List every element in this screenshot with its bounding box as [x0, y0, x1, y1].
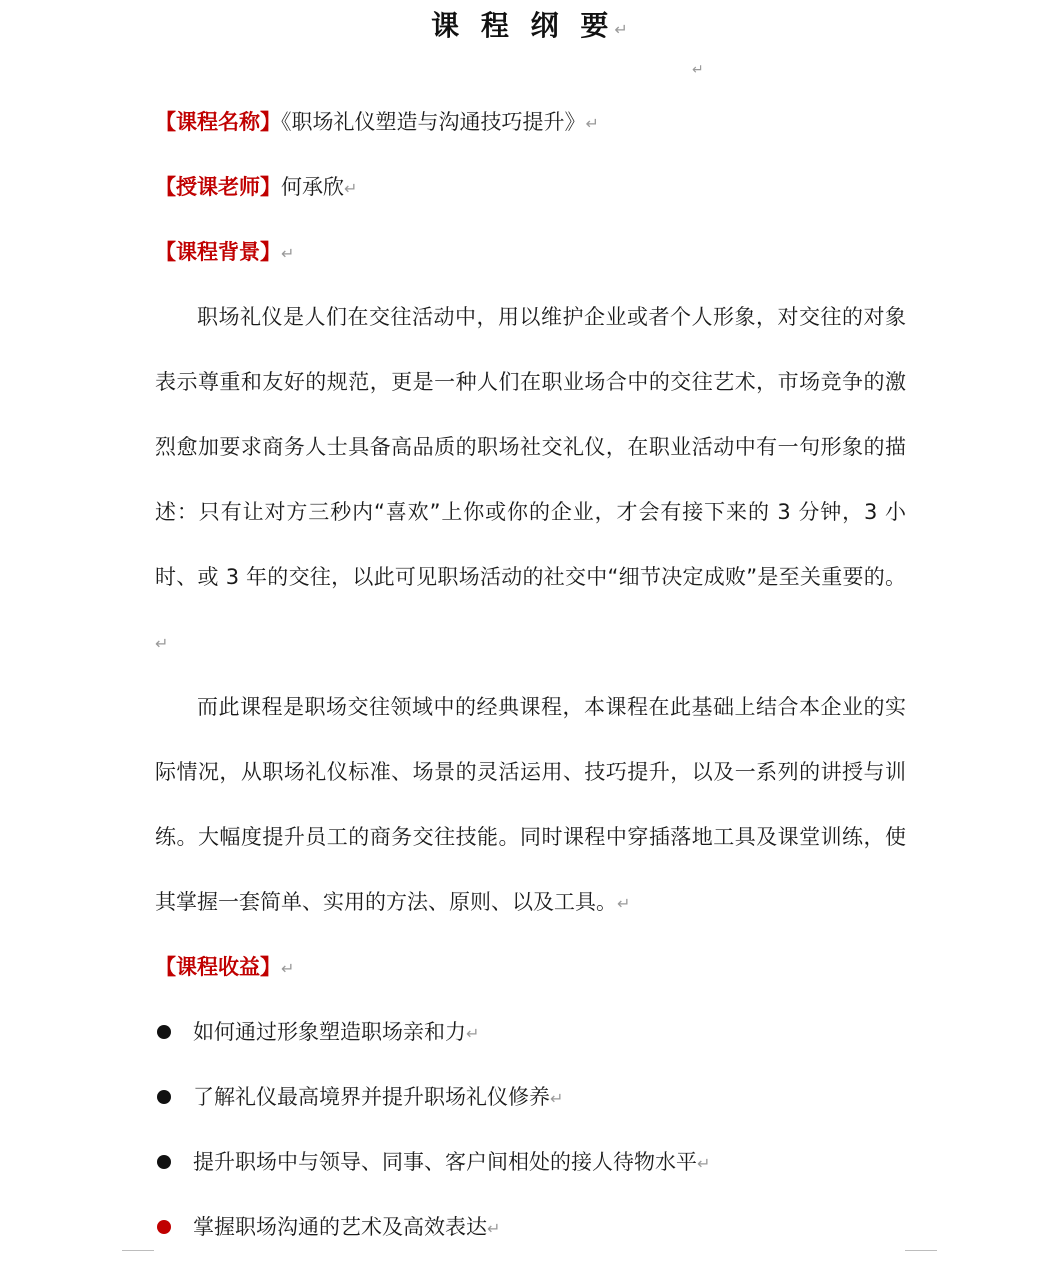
paragraph-mark: ↵: [614, 20, 628, 39]
course-name-value: 《职场礼仪塑造与沟通技巧提升》: [281, 110, 586, 134]
paragraph-mark: ↵: [466, 1024, 480, 1043]
document-title: [0, 6, 1059, 50]
paragraph-mark: ↵: [281, 244, 295, 263]
title-text: 课 程 纲 要: [431, 9, 615, 42]
paragraph-mark: ↵: [487, 1219, 501, 1238]
paragraph-mark: ↵: [697, 1154, 711, 1173]
page-corner-mark-right: [905, 1250, 937, 1251]
background-paragraph-1: [155, 285, 906, 676]
teacher-label: 【授课老师】: [155, 175, 281, 199]
bullet-dot-icon: [157, 1090, 171, 1104]
teacher-line: [155, 173, 357, 203]
list-item: [155, 1195, 710, 1260]
paragraph-mark: ↵: [585, 114, 599, 133]
course-name-line: [155, 108, 599, 138]
background-label: 【课程背景】: [155, 240, 281, 264]
bullet-dot-icon: [157, 1220, 171, 1234]
paragraph-mark: ↵: [550, 1089, 564, 1108]
benefits-heading: [155, 953, 294, 983]
list-item: [155, 1130, 710, 1195]
empty-paragraph-mark: ↵: [692, 62, 704, 78]
benefits-list: [155, 1000, 710, 1260]
list-item: [155, 1065, 710, 1130]
benefit-text: 提升职场中与领导、同事、客户间相处的接人待物水平: [193, 1150, 697, 1174]
paragraph-mark: ↵: [617, 894, 631, 913]
bullet-dot-icon: [157, 1025, 171, 1039]
background-paragraph-1-text: 职场礼仪是人们在交往活动中，用以维护企业或者个人形象，对交往的对象表示尊重和友好的规范，更是一种人们在职业场合中的交往艺术，市场竞争的激烈愈加要求商务人士具备高品质的职场社交礼仪，在职业活动中有一句形象的描述：只有让对方三秒内“喜欢”上你或你的企业，才会有接下来的 3 分钟，3 小时、或 3 年的交往，以此可见职场活动的社交中“细节决定成败”是至关重要的。: [155, 305, 906, 589]
background-heading: [155, 238, 294, 268]
benefit-text: 如何通过形象塑造职场亲和力: [193, 1020, 466, 1044]
paragraph-mark: ↵: [281, 959, 295, 978]
course-name-label: 【课程名称】: [155, 110, 281, 134]
benefits-label: 【课程收益】: [155, 955, 281, 979]
benefit-text: 掌握职场沟通的艺术及高效表达: [193, 1215, 487, 1239]
bullet-dot-icon: [157, 1155, 171, 1169]
background-paragraph-2-text: 而此课程是职场交往领域中的经典课程，本课程在此基础上结合本企业的实际情况，从职场礼仪标准、场景的灵活运用、技巧提升，以及一系列的讲授与训练。大幅度提升员工的商务交往技能。同时课程中穿插落地工具及课堂训练，使其掌握一套简单、实用的方法、原则、以及工具。: [155, 695, 906, 914]
paragraph-mark: ↵: [344, 179, 358, 198]
benefit-text: 了解礼仪最高境界并提升职场礼仪修养: [193, 1085, 550, 1109]
background-paragraph-2: [155, 675, 906, 936]
teacher-value: 何承欣: [281, 175, 344, 199]
page-corner-mark-left: [122, 1250, 154, 1251]
list-item: [155, 1000, 710, 1065]
paragraph-mark: ↵: [155, 634, 169, 653]
